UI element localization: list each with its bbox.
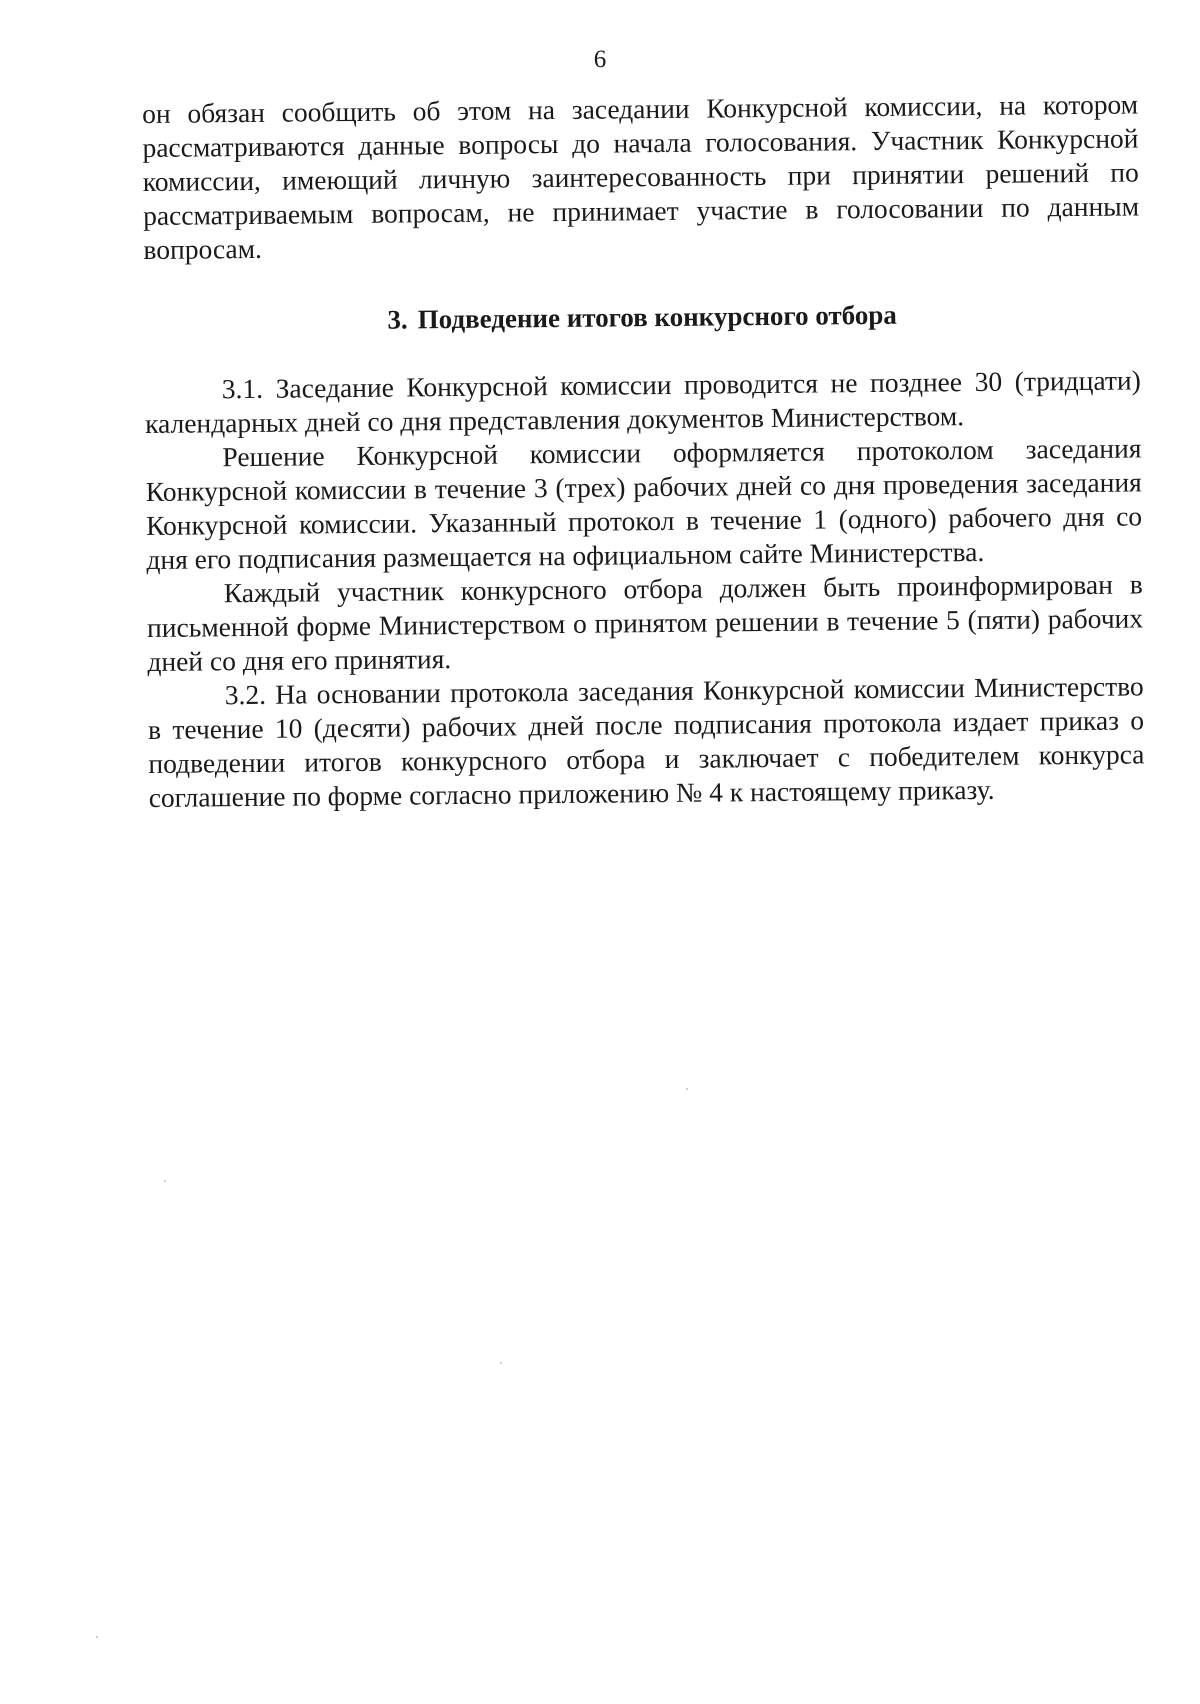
section-title: Подведение итогов конкурсного отбора (417, 299, 897, 335)
scan-speck (686, 1088, 688, 1090)
paragraph-3-2: 3.2. На основании протокола заседания Конкурсной комиссии Министерство в течение 10 (десяти) рабочих дней после подписания протокола издает приказ о подведении итогов конкурсного отбора и заключает с победителем конкурса соглашение по форме согласно приложению № 4 к настоящему приказу. (147, 670, 1145, 813)
paragraph-notification: Каждый участник конкурсного отбора должен быть проинформирован в письменной форме Министерством о принятом решении в течение 5 (пяти) рабочих дней со дня его принятия. (146, 568, 1144, 677)
section-number: 3. (387, 304, 408, 335)
scan-speck (164, 1180, 166, 1182)
paragraph-continuation: он обязан сообщить об этом на заседании Конкурсной комиссии, на котором рассматриваются данные вопросы до начала голосования. Участник Конкурсной комиссии, имеющий личную заинтересованность при принятии решений по рассматриваемым вопросам, не принимает участие в голосовании по данным вопросам. (142, 88, 1140, 265)
document-body (142, 87, 1145, 815)
paragraph-3-1: 3.1. Заседание Конкурсной комиссии проводится не позднее 30 (тридцати) календарных дней со дня представления документов Министерством. (144, 364, 1141, 439)
paragraph-decision: Решение Конкурсной комиссии оформляется протоколом заседания Конкурсной комиссии в течение 3 (трех) рабочих дней со дня проведения заседания Конкурсной комиссии. Указанный протокол в течение 1 (одного) рабочего дня со дня его подписания размещается на официальном сайте Министерства. (145, 432, 1143, 575)
scan-speck (500, 1362, 502, 1364)
scan-speck (96, 1636, 98, 1638)
section-heading (144, 295, 1140, 339)
page-number: 6 (593, 46, 607, 73)
